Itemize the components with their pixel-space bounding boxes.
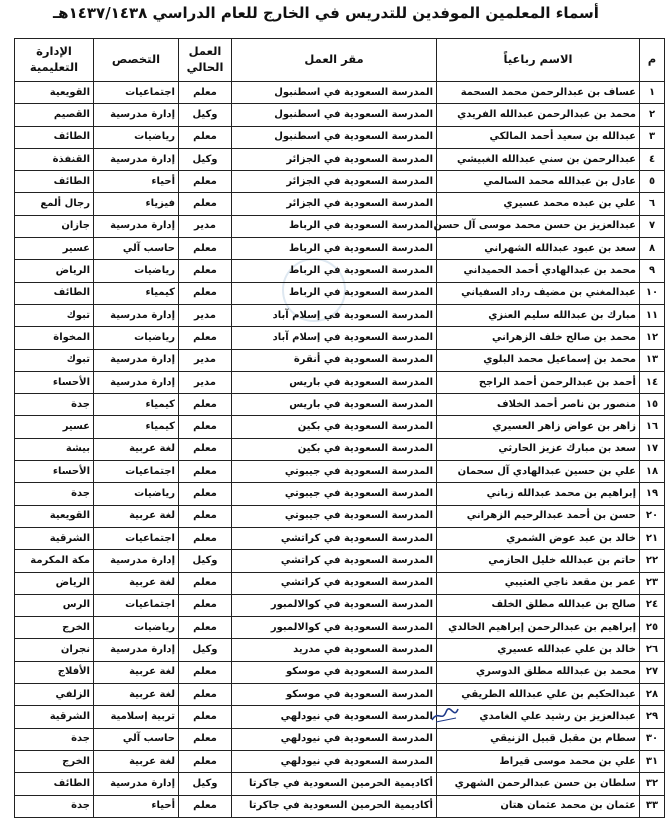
cell-number: ٣١ xyxy=(640,750,665,772)
cell-school: المدرسة السعودية في الجزائر xyxy=(232,193,437,215)
cell-number: ٢٥ xyxy=(640,617,665,639)
table-row xyxy=(15,505,665,527)
table-row xyxy=(15,438,665,460)
cell-admin: جدة xyxy=(15,394,94,416)
cell-name: عمر بن مقعد ناجي العتيبي xyxy=(437,572,640,594)
cell-name: عثمان بن محمد عثمان هتان xyxy=(437,795,640,817)
cell-name: حسن بن أحمد عبدالرحيم الزهراني xyxy=(437,505,640,527)
cell-school: المدرسة السعودية في اسطنبول xyxy=(232,126,437,148)
cell-specialization: إدارة مدرسية xyxy=(94,148,179,170)
cell-specialization: لغة عربية xyxy=(94,572,179,594)
table-row xyxy=(15,215,665,237)
cell-specialization: تربية إسلامية xyxy=(94,706,179,728)
table-row xyxy=(15,171,665,193)
cell-name: صالح بن عبدالله مطلق الخلف xyxy=(437,594,640,616)
cell-name: خالد بن عبد عوض الشمري xyxy=(437,527,640,549)
cell-specialization: إدارة مدرسية xyxy=(94,215,179,237)
cell-number: ١٥ xyxy=(640,394,665,416)
cell-school: المدرسة السعودية في باريس xyxy=(232,394,437,416)
cell-specialization: إدارة مدرسية xyxy=(94,639,179,661)
table-body xyxy=(15,82,665,818)
cell-admin: المخواة xyxy=(15,327,94,349)
cell-admin: القويعية xyxy=(15,505,94,527)
cell-job: معلم xyxy=(179,617,232,639)
cell-specialization: اجتماعيات xyxy=(94,594,179,616)
cell-admin: جدة xyxy=(15,795,94,817)
cell-admin: بيشة xyxy=(15,438,94,460)
cell-name: زاهر بن عواض زاهر العسيري xyxy=(437,416,640,438)
table-row xyxy=(15,148,665,170)
cell-specialization: لغة عربية xyxy=(94,750,179,772)
cell-admin: الطائف xyxy=(15,773,94,795)
table-row xyxy=(15,416,665,438)
cell-school: المدرسة السعودية في نيودلهي xyxy=(232,750,437,772)
cell-job: معلم xyxy=(179,795,232,817)
cell-job: معلم xyxy=(179,394,232,416)
header-number: م xyxy=(640,39,665,82)
cell-job: وكيل xyxy=(179,148,232,170)
cell-job: معلم xyxy=(179,82,232,104)
cell-number: ١٢ xyxy=(640,327,665,349)
cell-admin: الخرج xyxy=(15,617,94,639)
cell-number: ٢ xyxy=(640,104,665,126)
cell-school: المدرسة السعودية في إسلام آباد xyxy=(232,304,437,326)
cell-number: ٢٤ xyxy=(640,594,665,616)
cell-job: وكيل xyxy=(179,639,232,661)
header-admin xyxy=(15,39,94,82)
cell-job: معلم xyxy=(179,438,232,460)
cell-admin: الطائف xyxy=(15,126,94,148)
cell-admin: الرياض xyxy=(15,260,94,282)
cell-admin: تبوك xyxy=(15,304,94,326)
cell-specialization: لغة عربية xyxy=(94,661,179,683)
cell-job: معلم xyxy=(179,193,232,215)
header-school: مقر العمل xyxy=(232,39,437,82)
cell-job: معلم xyxy=(179,728,232,750)
table-row xyxy=(15,371,665,393)
cell-number: ١٦ xyxy=(640,416,665,438)
table-row xyxy=(15,461,665,483)
cell-number: ٦ xyxy=(640,193,665,215)
cell-job: وكيل xyxy=(179,104,232,126)
cell-specialization: كيمياء xyxy=(94,416,179,438)
cell-number: ٢٩ xyxy=(640,706,665,728)
cell-school: المدرسة السعودية في جيبوتي xyxy=(232,483,437,505)
cell-school: المدرسة السعودية في موسكو xyxy=(232,684,437,706)
table-row xyxy=(15,327,665,349)
cell-job: معلم xyxy=(179,594,232,616)
cell-specialization: كيمياء xyxy=(94,394,179,416)
cell-number: ١١ xyxy=(640,304,665,326)
cell-school: المدرسة السعودية في الجزائر xyxy=(232,171,437,193)
cell-school: المدرسة السعودية في اسطنبول xyxy=(232,82,437,104)
cell-name: عبدالحكيم بن علي عبدالله الطريقي xyxy=(437,684,640,706)
cell-school: المدرسة السعودية في جيبوتي xyxy=(232,505,437,527)
cell-name: عادل بن عبدالله محمد السالمي xyxy=(437,171,640,193)
cell-admin: الطائف xyxy=(15,171,94,193)
table-row xyxy=(15,104,665,126)
cell-number: ٤ xyxy=(640,148,665,170)
cell-name: عبدالعزيز بن رشيد علي الغامدي xyxy=(437,706,640,728)
cell-specialization: إدارة مدرسية xyxy=(94,104,179,126)
table-row xyxy=(15,394,665,416)
cell-job: معلم xyxy=(179,661,232,683)
cell-number: ٣٠ xyxy=(640,728,665,750)
cell-number: ٢٠ xyxy=(640,505,665,527)
cell-admin: الأحساء xyxy=(15,461,94,483)
cell-admin: الطائف xyxy=(15,282,94,304)
cell-admin: جدة xyxy=(15,483,94,505)
cell-school: أكاديمية الحرمين السعودية في جاكرتا xyxy=(232,795,437,817)
cell-admin: عسير xyxy=(15,416,94,438)
cell-job: وكيل xyxy=(179,550,232,572)
cell-specialization: لغة عربية xyxy=(94,438,179,460)
cell-name: محمد بن عبدالهادي أحمد الحميداني xyxy=(437,260,640,282)
cell-number: ١ xyxy=(640,82,665,104)
header-admin-line1: الإدارة xyxy=(36,44,72,59)
cell-job: معلم xyxy=(179,684,232,706)
cell-name: عبدالعزيز بن حسن محمد موسى آل حسن xyxy=(437,215,640,237)
cell-specialization: إدارة مدرسية xyxy=(94,304,179,326)
cell-number: ٢٦ xyxy=(640,639,665,661)
cell-job: مدير xyxy=(179,304,232,326)
cell-admin: الشرقية xyxy=(15,706,94,728)
cell-job: معلم xyxy=(179,505,232,527)
cell-specialization: إدارة مدرسية xyxy=(94,773,179,795)
cell-school: المدرسة السعودية في أنقرة xyxy=(232,349,437,371)
table-row xyxy=(15,661,665,683)
header-specialization: التخصص xyxy=(94,39,179,82)
table-row xyxy=(15,617,665,639)
cell-name: أحمد بن عبدالرحمن أحمد الراجح xyxy=(437,371,640,393)
cell-specialization: لغة عربية xyxy=(94,505,179,527)
cell-admin: الخرج xyxy=(15,750,94,772)
cell-number: ٢٨ xyxy=(640,684,665,706)
cell-admin: جازان xyxy=(15,215,94,237)
cell-job: معلم xyxy=(179,126,232,148)
cell-school: المدرسة السعودية في نيودلهي xyxy=(232,706,437,728)
cell-job: معلم xyxy=(179,527,232,549)
cell-name: مبارك بن عبدالله سليم العنزي xyxy=(437,304,640,326)
teachers-table xyxy=(14,38,665,818)
cell-name: محمد بن إسماعيل محمد البلوي xyxy=(437,349,640,371)
table-row xyxy=(15,282,665,304)
table-row xyxy=(15,527,665,549)
cell-specialization: كيمياء xyxy=(94,282,179,304)
cell-admin: الزلفي xyxy=(15,684,94,706)
cell-specialization: حاسب آلي xyxy=(94,238,179,260)
cell-name: سعد بن عبود عبدالله الشهراني xyxy=(437,238,640,260)
cell-admin: الأحساء xyxy=(15,371,94,393)
cell-school: المدرسة السعودية في مدريد xyxy=(232,639,437,661)
table-row xyxy=(15,193,665,215)
cell-school: المدرسة السعودية في كراتشي xyxy=(232,550,437,572)
document-title: أسماء المعلمين الموفدين للتدريس في الخارج للعام الدراسي ١٤٣٧/١٤٣٨هـ xyxy=(53,4,599,22)
cell-admin: نجران xyxy=(15,639,94,661)
header-job-line1: العمل xyxy=(188,44,222,59)
cell-specialization: أحياء xyxy=(94,795,179,817)
cell-admin: القويعية xyxy=(15,82,94,104)
cell-number: ٣٢ xyxy=(640,773,665,795)
cell-specialization: حاسب آلي xyxy=(94,728,179,750)
cell-admin: عسير xyxy=(15,238,94,260)
cell-admin: الرياض xyxy=(15,572,94,594)
cell-job: معلم xyxy=(179,572,232,594)
cell-specialization: رياضيات xyxy=(94,126,179,148)
cell-name: منصور بن ناصر أحمد الخلاف xyxy=(437,394,640,416)
signature-mark xyxy=(430,706,460,724)
table-row xyxy=(15,126,665,148)
cell-name: سطام بن مقبل قبيل الزنيقي xyxy=(437,728,640,750)
cell-job: مدير xyxy=(179,215,232,237)
cell-specialization: اجتماعيات xyxy=(94,527,179,549)
table-row xyxy=(15,550,665,572)
cell-school: المدرسة السعودية في الرباط xyxy=(232,215,437,237)
cell-specialization: رياضيات xyxy=(94,327,179,349)
header-job-line2: الحالي xyxy=(186,60,224,74)
cell-school: أكاديمية الحرمين السعودية في جاكرتا xyxy=(232,773,437,795)
cell-school: المدرسة السعودية في موسكو xyxy=(232,661,437,683)
cell-number: ٨ xyxy=(640,238,665,260)
table-row xyxy=(15,728,665,750)
cell-number: ١٣ xyxy=(640,349,665,371)
table-row xyxy=(15,795,665,817)
cell-school: المدرسة السعودية في كراتشي xyxy=(232,572,437,594)
cell-school: المدرسة السعودية في الرباط xyxy=(232,260,437,282)
cell-specialization: إدارة مدرسية xyxy=(94,371,179,393)
cell-job: معلم xyxy=(179,416,232,438)
table-row xyxy=(15,594,665,616)
cell-number: ٢٧ xyxy=(640,661,665,683)
cell-job: معلم xyxy=(179,750,232,772)
cell-job: معلم xyxy=(179,260,232,282)
cell-number: ٩ xyxy=(640,260,665,282)
cell-name: سلطان بن حسن عبدالرحمن الشهري xyxy=(437,773,640,795)
table-row xyxy=(15,773,665,795)
table-row xyxy=(15,304,665,326)
cell-job: معلم xyxy=(179,706,232,728)
cell-name: خالد بن علي عبدالله عسيري xyxy=(437,639,640,661)
cell-job: مدير xyxy=(179,371,232,393)
table-row xyxy=(15,82,665,104)
cell-school: المدرسة السعودية في جيبوتي xyxy=(232,461,437,483)
cell-job: معلم xyxy=(179,327,232,349)
cell-name: حاتم بن عبدالله خليل الحازمي xyxy=(437,550,640,572)
cell-job: معلم xyxy=(179,282,232,304)
table-row xyxy=(15,483,665,505)
cell-admin: تبوك xyxy=(15,349,94,371)
cell-school: المدرسة السعودية في اسطنبول xyxy=(232,104,437,126)
cell-name: محمد بن عبدالرحمن عبدالله الفريدي xyxy=(437,104,640,126)
cell-number: ٧ xyxy=(640,215,665,237)
cell-specialization: رياضيات xyxy=(94,483,179,505)
cell-specialization: اجتماعيات xyxy=(94,82,179,104)
table-row xyxy=(15,706,665,728)
table-row xyxy=(15,349,665,371)
cell-name: إبراهيم بن عبدالرحمن إبراهيم الخالدي xyxy=(437,617,640,639)
header-job xyxy=(179,39,232,82)
cell-school: المدرسة السعودية في كوالالمبور xyxy=(232,594,437,616)
cell-number: ٢١ xyxy=(640,527,665,549)
cell-name: علي بن عبده محمد عسيري xyxy=(437,193,640,215)
table-row xyxy=(15,238,665,260)
cell-number: ٣ xyxy=(640,126,665,148)
cell-job: معلم xyxy=(179,483,232,505)
cell-name: محمد بن عبدالله مطلق الدوسري xyxy=(437,661,640,683)
cell-name: عبدالله بن سعيد أحمد المالكي xyxy=(437,126,640,148)
cell-school: المدرسة السعودية في كوالالمبور xyxy=(232,617,437,639)
cell-school: المدرسة السعودية في الرباط xyxy=(232,238,437,260)
cell-name: محمد بن صالح خلف الزهراني xyxy=(437,327,640,349)
table-row xyxy=(15,750,665,772)
cell-number: ٥ xyxy=(640,171,665,193)
cell-admin: القنفذة xyxy=(15,148,94,170)
cell-school: المدرسة السعودية في الجزائر xyxy=(232,148,437,170)
cell-admin: رجال ألمع xyxy=(15,193,94,215)
cell-admin: جدة xyxy=(15,728,94,750)
cell-school: المدرسة السعودية في الرباط xyxy=(232,282,437,304)
cell-job: وكيل xyxy=(179,773,232,795)
header-name: الاسم رباعياً xyxy=(437,39,640,82)
cell-admin: مكة المكرمة xyxy=(15,550,94,572)
cell-admin: الرس xyxy=(15,594,94,616)
cell-school: المدرسة السعودية في باريس xyxy=(232,371,437,393)
table-row xyxy=(15,684,665,706)
cell-job: معلم xyxy=(179,171,232,193)
cell-school: المدرسة السعودية في إسلام آباد xyxy=(232,327,437,349)
header-admin-line2: التعليمية xyxy=(29,60,79,74)
cell-number: ٢٢ xyxy=(640,550,665,572)
cell-specialization: رياضيات xyxy=(94,260,179,282)
table-row xyxy=(15,572,665,594)
table-header-row xyxy=(15,39,665,82)
cell-number: ١٩ xyxy=(640,483,665,505)
cell-school: المدرسة السعودية في نيودلهي xyxy=(232,728,437,750)
cell-school: المدرسة السعودية في بكين xyxy=(232,438,437,460)
cell-specialization: إدارة مدرسية xyxy=(94,550,179,572)
cell-number: ٢٣ xyxy=(640,572,665,594)
cell-job: مدير xyxy=(179,349,232,371)
cell-name: عبدالرحمن بن سني عبدالله الغبيشي xyxy=(437,148,640,170)
cell-name: عساف بن عبدالرحمن محمد السحمة xyxy=(437,82,640,104)
cell-name: علي بن حسين عبدالهادي آل سحمان xyxy=(437,461,640,483)
cell-specialization: إدارة مدرسية xyxy=(94,349,179,371)
cell-specialization: لغة عربية xyxy=(94,684,179,706)
cell-name: إبراهيم بن محمد عبدالله زباني xyxy=(437,483,640,505)
cell-name: سعد بن مبارك عزيز الحارثي xyxy=(437,438,640,460)
cell-number: ١٠ xyxy=(640,282,665,304)
cell-number: ١٧ xyxy=(640,438,665,460)
table-row xyxy=(15,260,665,282)
cell-school: المدرسة السعودية في بكين xyxy=(232,416,437,438)
cell-name: عبدالمغني بن مضيف رداد السفياني xyxy=(437,282,640,304)
table-row xyxy=(15,639,665,661)
cell-job: معلم xyxy=(179,238,232,260)
cell-number: ١٨ xyxy=(640,461,665,483)
cell-school: المدرسة السعودية في كراتشي xyxy=(232,527,437,549)
cell-specialization: فيزياء xyxy=(94,193,179,215)
cell-number: ١٤ xyxy=(640,371,665,393)
cell-specialization: أحياء xyxy=(94,171,179,193)
cell-specialization: رياضيات xyxy=(94,617,179,639)
cell-specialization: اجتماعيات xyxy=(94,461,179,483)
cell-name: علي بن محمد موسى قيراط xyxy=(437,750,640,772)
cell-admin: الأفلاج xyxy=(15,661,94,683)
cell-admin: الشرقية xyxy=(15,527,94,549)
cell-admin: القصيم xyxy=(15,104,94,126)
cell-number: ٣٣ xyxy=(640,795,665,817)
cell-job: معلم xyxy=(179,461,232,483)
